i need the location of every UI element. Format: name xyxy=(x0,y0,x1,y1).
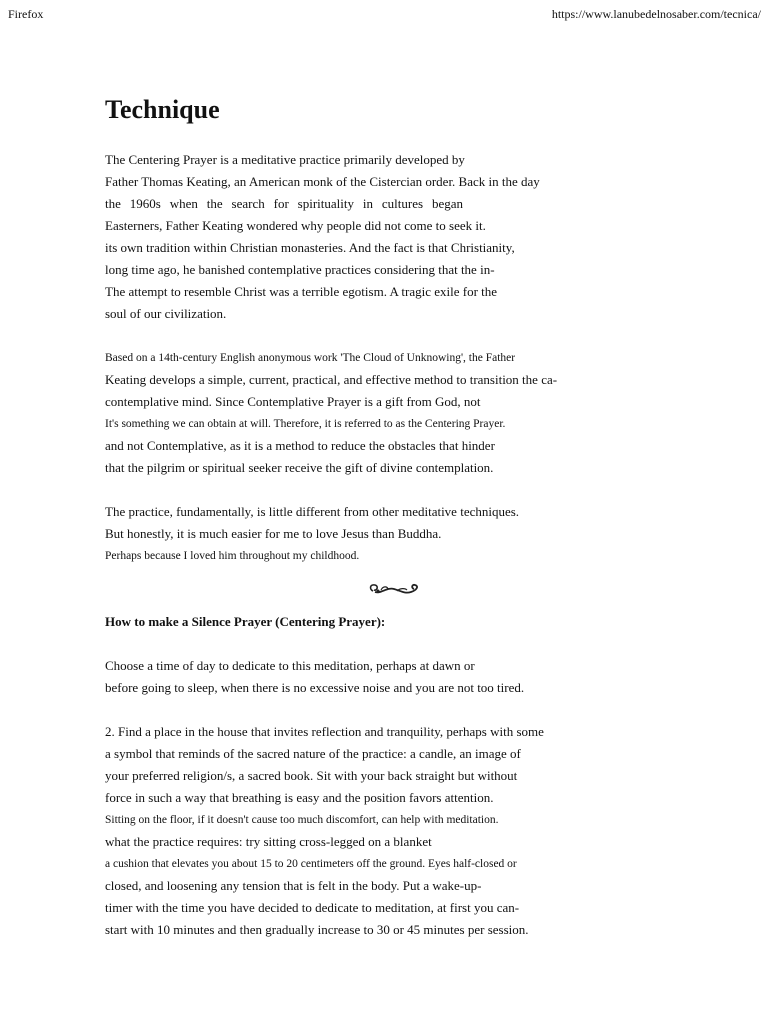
intro-paragraph-1 xyxy=(105,149,665,325)
paragraph-line: It's something we can obtain at will. Therefore, it is referred to as the Centering Prayer. xyxy=(105,418,506,430)
paragraph-line: long time ago, he banished contemplative practices considering that the in- xyxy=(105,262,495,277)
browser-bar xyxy=(0,0,768,28)
paragraph-line: contemplative mind. Since Contemplative Prayer is a gift from God, not xyxy=(105,394,481,409)
paragraph-line: The Centering Prayer is a meditative practice primarily developed by xyxy=(105,152,465,167)
paragraph-line: The practice, fundamentally, is little different from other meditative techniques. xyxy=(105,504,520,519)
app-name: Firefox xyxy=(8,7,44,21)
howto-paragraph-2 xyxy=(105,721,665,941)
article xyxy=(105,92,665,941)
paragraph-line: Easterners, Father Keating wondered why people did not come to seek it. xyxy=(105,218,486,233)
page-title: Technique xyxy=(105,95,220,124)
paragraph-line: your preferred religion/s, a sacred book. Sit with your back straight but without xyxy=(105,768,518,783)
url-text[interactable]: https://www.lanubedelnosaber.com/tecnica/ xyxy=(551,7,761,21)
paragraph-line: the 1960s when the search for spirituality in cultures began xyxy=(105,196,463,211)
paragraph-line: what the practice requires: try sitting cross-legged on a blanket xyxy=(105,834,432,849)
paragraph-line: Father Thomas Keating, an American monk of the Cistercian order. Back in the day xyxy=(105,174,540,189)
intro-paragraph-2 xyxy=(105,347,665,479)
paragraph-line: its own tradition within Christian monasteries. And the fact is that Christianity, xyxy=(105,240,515,255)
paragraph-line: force in such a way that breathing is easy and the position favors attention. xyxy=(105,790,494,805)
paragraph-line: start with 10 minutes and then gradually increase to 30 or 45 minutes per session. xyxy=(105,922,529,937)
intro-paragraph-3 xyxy=(105,501,665,567)
paragraph-line: Choose a time of day to dedicate to this meditation, perhaps at dawn or xyxy=(105,658,475,673)
paragraph-line: Keating develops a simple, current, practical, and effective method to transition the ca- xyxy=(105,372,558,387)
paragraph-line: 2. Find a place in the house that invites reflection and tranquility, perhaps with some xyxy=(105,724,544,739)
section-divider xyxy=(105,567,665,611)
paragraph-line: The attempt to resemble Christ was a terrible egotism. A tragic exile for the xyxy=(105,284,498,299)
howto-heading: How to make a Silence Prayer (Centering Prayer): xyxy=(105,614,386,629)
paragraph-line: soul of our civilization. xyxy=(105,306,227,321)
paragraph-line: Sitting on the floor, if it doesn't cause too much discomfort, can help with meditation. xyxy=(105,814,499,826)
flourish-ornament-icon xyxy=(367,581,423,597)
paragraph-line: closed, and loosening any tension that is felt in the body. Put a wake-up- xyxy=(105,878,482,893)
howto-paragraph-1 xyxy=(105,655,665,699)
paragraph-line: Based on a 14th-century English anonymous work 'The Cloud of Unknowing', the Father xyxy=(105,352,516,364)
paragraph-line: a cushion that elevates you about 15 to 20 centimeters off the ground. Eyes half-closed or xyxy=(105,858,517,870)
paragraph-line: and not Contemplative, as it is a method to reduce the obstacles that hinder xyxy=(105,438,495,453)
paragraph-line: But honestly, it is much easier for me to love Jesus than Buddha. xyxy=(105,526,442,541)
paragraph-line: timer with the time you have decided to dedicate to meditation, at first you can- xyxy=(105,900,520,915)
paragraph-line: before going to sleep, when there is no excessive noise and you are not too tired. xyxy=(105,680,525,695)
paragraph-line: that the pilgrim or spiritual seeker receive the gift of divine contemplation. xyxy=(105,460,494,475)
paragraph-line: Perhaps because I loved him throughout my childhood. xyxy=(105,550,360,562)
paragraph-line: a symbol that reminds of the sacred nature of the practice: a candle, an image of xyxy=(105,746,521,761)
